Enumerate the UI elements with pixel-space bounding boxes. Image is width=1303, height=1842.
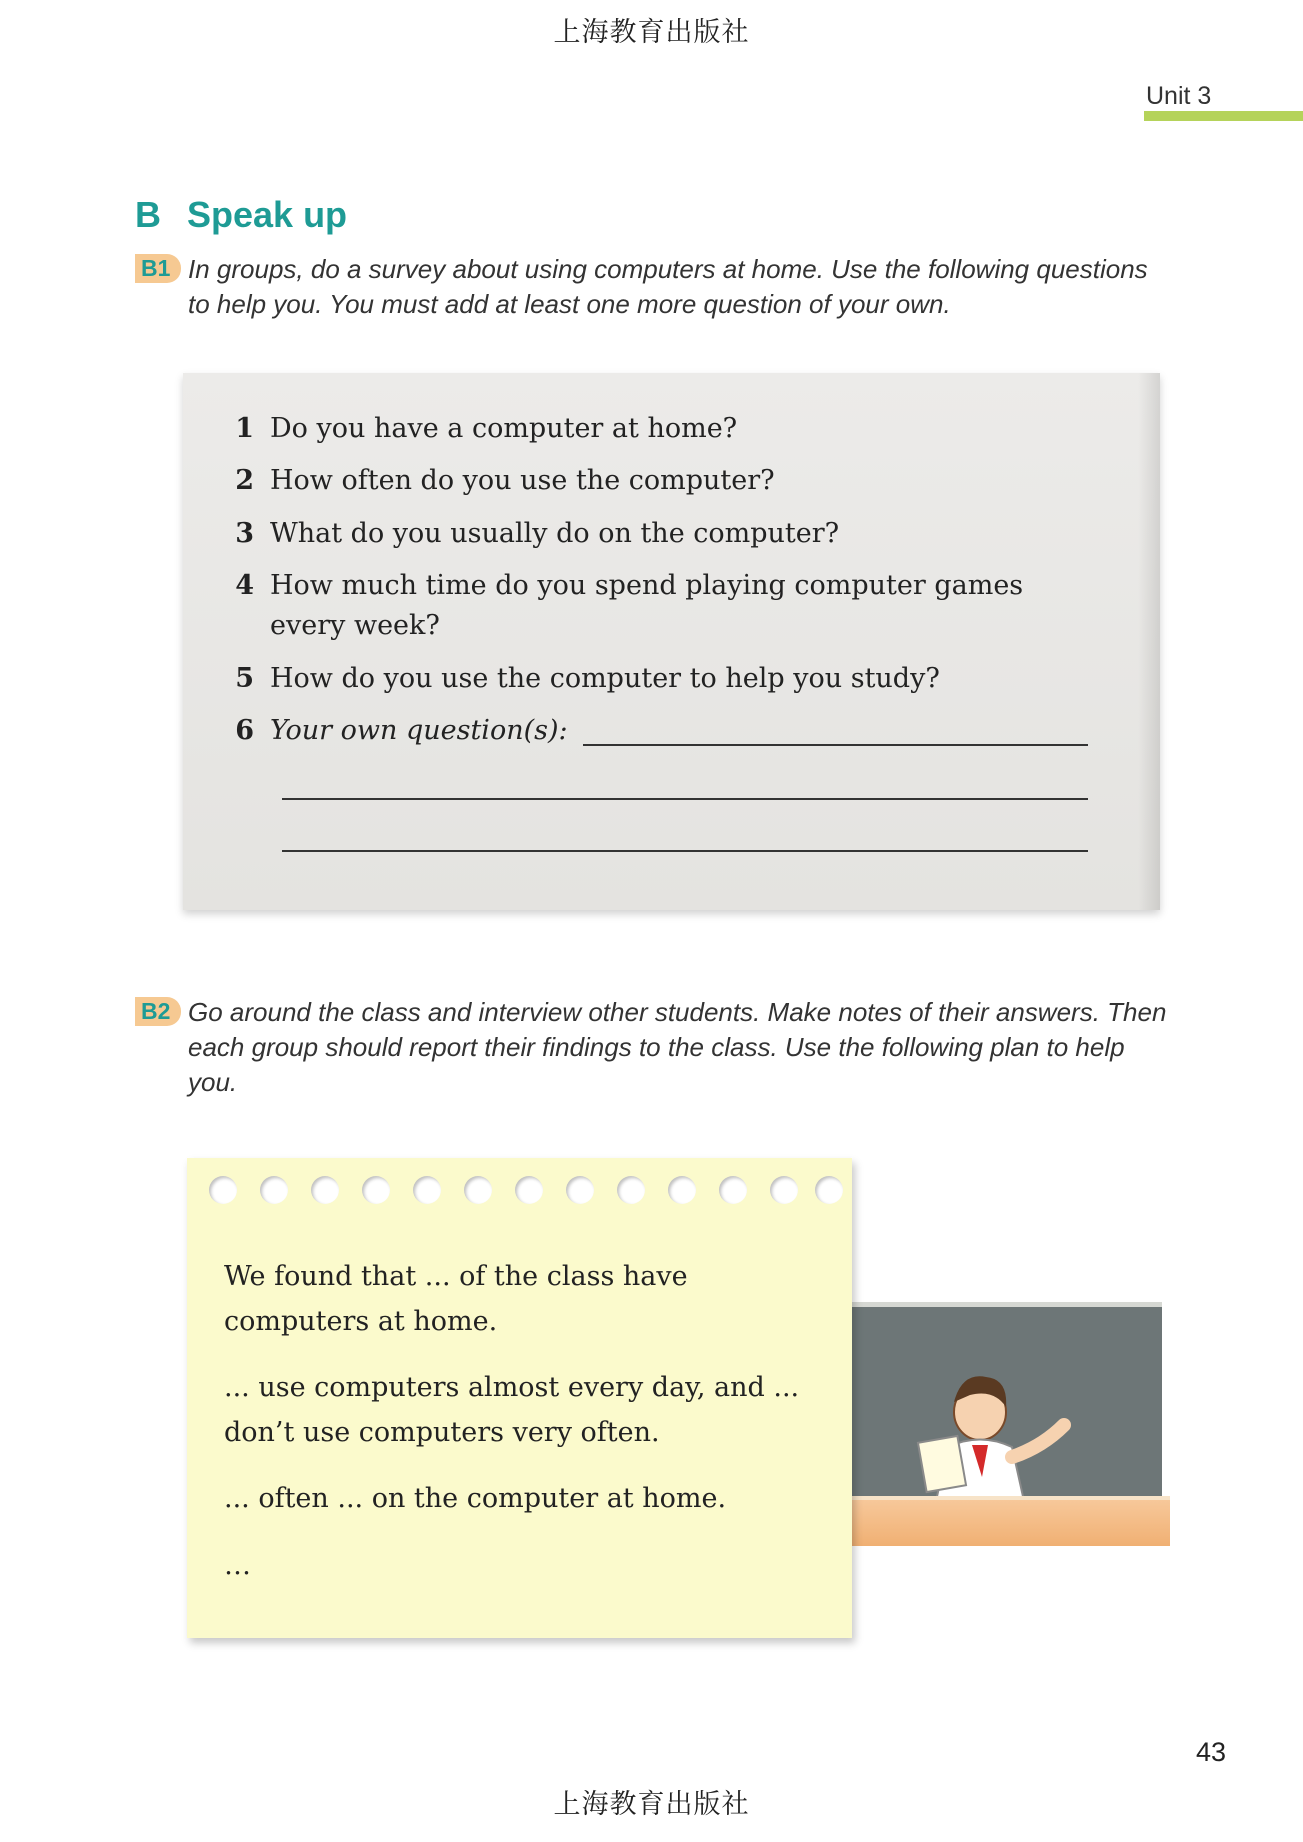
question-text: What do you usually do on the computer? bbox=[270, 518, 840, 549]
question-text: Your own question(s): bbox=[270, 715, 568, 746]
unit-accent-bar bbox=[1144, 111, 1303, 121]
publisher-header: 上海教育出版社 bbox=[553, 17, 750, 48]
binder-hole-icon bbox=[413, 1176, 441, 1204]
publisher-footer: 上海教育出版社 bbox=[553, 1789, 750, 1820]
plan-note bbox=[187, 1158, 852, 1638]
question-number: 5 bbox=[235, 663, 254, 694]
binder-hole-icon bbox=[515, 1176, 543, 1204]
answer-line[interactable] bbox=[282, 850, 1088, 852]
page-number: 43 bbox=[1196, 1737, 1227, 1767]
blackboard-illustration bbox=[852, 1302, 1162, 1501]
binder-hole-icon bbox=[209, 1176, 237, 1204]
binder-hole-icon bbox=[719, 1176, 747, 1204]
plan-line: … bbox=[224, 1550, 251, 1581]
student-presenting-illustration bbox=[852, 1307, 1162, 1501]
question-text: Do you have a computer at home? bbox=[270, 413, 738, 444]
unit-label: Unit 3 bbox=[1146, 82, 1212, 110]
binder-hole-icon bbox=[260, 1176, 288, 1204]
card-curl-shadow bbox=[1138, 373, 1160, 910]
answer-line[interactable] bbox=[282, 798, 1088, 800]
question-text: How do you use the computer to help you study? bbox=[270, 663, 940, 694]
binder-hole-icon bbox=[311, 1176, 339, 1204]
question-number: 6 bbox=[235, 715, 254, 746]
section-title: Speak up bbox=[187, 194, 348, 235]
plan-line: ... use computers almost every day, and ... don’t use computers very often. bbox=[224, 1372, 800, 1448]
question-number: 1 bbox=[235, 413, 254, 444]
binder-hole-icon bbox=[770, 1176, 798, 1204]
b2-instruction: Go around the class and interview other students. Make notes of their answers. Then each group should report their findings to the class. Use the following plan to help you. bbox=[188, 997, 1167, 1097]
binder-hole-icon bbox=[464, 1176, 492, 1204]
b2-badge: B2 bbox=[135, 997, 181, 1026]
b1-instruction: In groups, do a survey about using computers at home. Use the following questions to help you. You must add at least one more question of your own. bbox=[188, 254, 1148, 319]
b1-badge: B1 bbox=[135, 254, 181, 283]
section-letter: B bbox=[135, 194, 161, 235]
blackboard-ledge bbox=[852, 1496, 1170, 1546]
question-number: 2 bbox=[235, 465, 254, 496]
binder-hole-icon bbox=[617, 1176, 645, 1204]
question-number: 3 bbox=[235, 518, 254, 549]
question-number: 4 bbox=[235, 570, 254, 601]
binder-hole-icon bbox=[815, 1176, 843, 1204]
plan-line: We found that ... of the class have computers at home. bbox=[224, 1261, 688, 1337]
question-text: How often do you use the computer? bbox=[270, 465, 775, 496]
question-text: How much time do you spend playing computer games every week? bbox=[270, 570, 1024, 641]
answer-line[interactable] bbox=[583, 744, 1088, 746]
plan-line: ... often ... on the computer at home. bbox=[224, 1483, 727, 1514]
binder-hole-icon bbox=[668, 1176, 696, 1204]
binder-hole-icon bbox=[362, 1176, 390, 1204]
binder-hole-icon bbox=[566, 1176, 594, 1204]
